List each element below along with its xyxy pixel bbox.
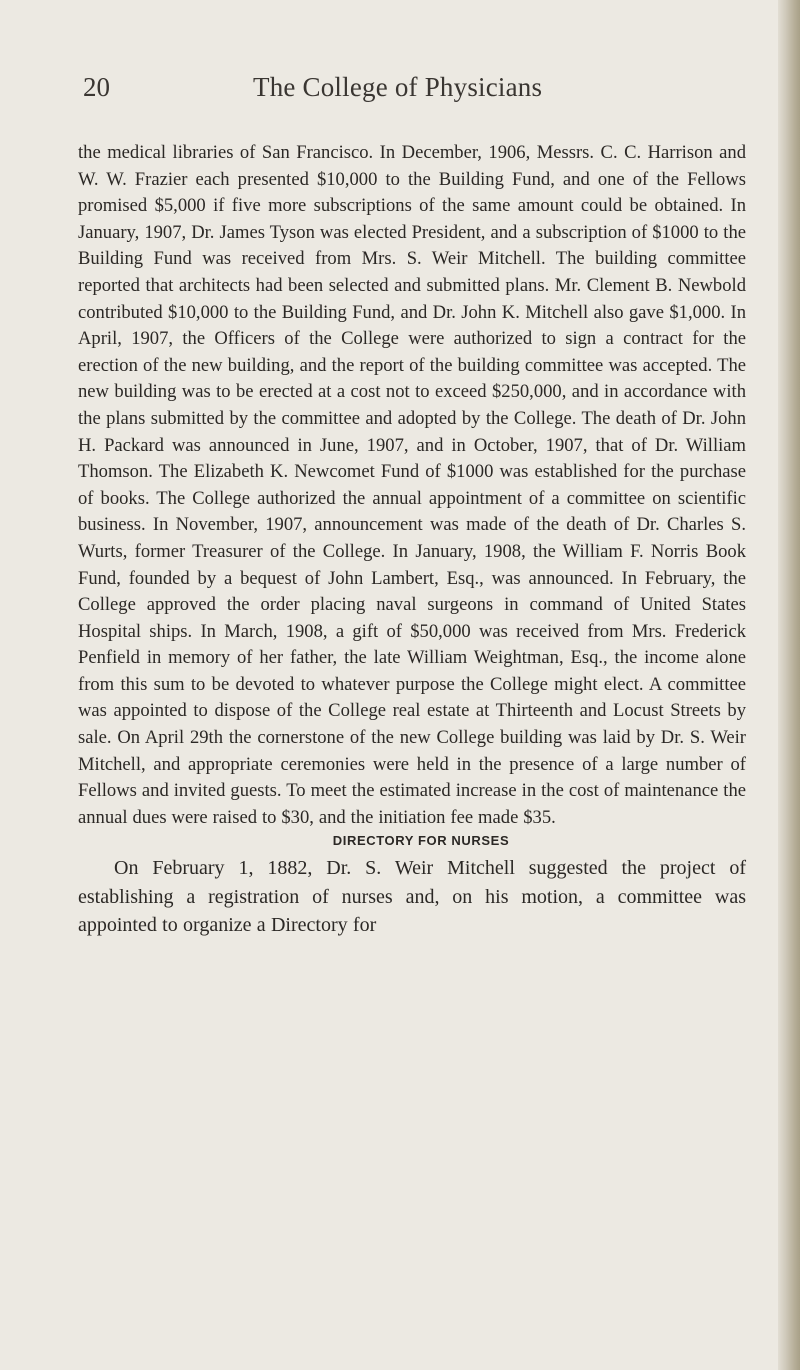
running-head (83, 72, 723, 112)
paragraph: On February 1, 1882, Dr. S. Weir Mitchell suggested the project of establishing a registration of nurses and, on his motion, a committee was appointed to organize a Directory for (78, 857, 746, 937)
section-heading: DIRECTORY FOR NURSES (332, 833, 510, 849)
paragraph: the medical libraries of San Francisco. In December, 1906, Messrs. C. C. Harrison and W. W. Frazier each presented $10,000 to the Building Fund, and one of the Fellows promised $5,000 if five more subscriptions of the same amount could be obtained. In January, 1907, Dr. James Tyson was elected President, and a subscription of $1000 to the Building Fund was received from Mrs. S. Weir Mitchell. The building committee reported that architects had been selected and submitted plans. Mr. Clement B. Newbold contributed $10,000 to the Building Fund, and Dr. John K. Mitchell also gave $1,000. In April, 1907, the Officers of the College were authorized to sign a contract for the erection of the new building, and the report of the building committee was accepted. The new building was to be erected at a cost not to exceed $250,000, and in accordance with the plans submitted by the committee and adopted by the College. The death of Dr. John H. Packard was announced in June, 1907, and in October, 1907, that of Dr. William Thomson. The Elizabeth K. Newcomet Fund of $1000 was established for the purchase of books. The College authorized the annual appointment of a committee on scientific business. In November, 1907, announcement was made of the death of Dr. Charles S. Wurts, former Treasurer of the College. In January, 1908, the William F. Norris Book Fund, founded by a bequest of John Lambert, Esq., was announced. In February, the College approved the order placing naval surgeons in command of United States Hospital ships. In March, 1908, a gift of $50,000 was received from Mrs. Frederick Penfield in memory of her father, the late William Weightman, Esq., the income alone from this sum to be devoted to whatever purpose the College might elect. A committee was appointed to dispose of the College real estate at Thirteenth and Locust Streets by sale. On April 29th the cornerstone of the new College building was laid by Dr. S. Weir Mitchell, and appropriate ceremonies were held in the presence of a large number of Fellows and invited guests. To meet the estimated increase in the cost of maintenance the annual dues were raised to $30, and the initiation fee made $35. (78, 142, 746, 828)
running-title: The College of Physicians (253, 72, 543, 102)
body-text (78, 140, 746, 940)
page-edge-shadow (778, 0, 800, 1370)
page-number: 20 (83, 72, 110, 102)
